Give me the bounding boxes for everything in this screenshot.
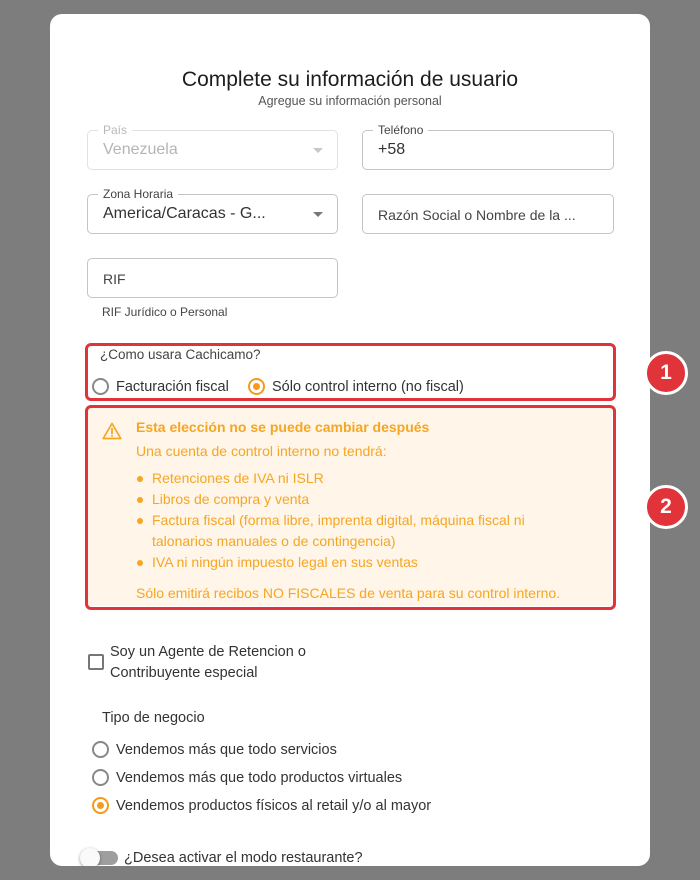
restaurante-label: ¿Desea activar el modo restaurante? [124, 850, 363, 866]
rif-helper-text: RIF Jurídico o Personal [102, 305, 228, 319]
annotation-badge-1: 1 [644, 351, 688, 395]
zona-horaria-value: America/Caracas - G... [103, 205, 266, 222]
radio-circle-selected[interactable] [92, 797, 109, 814]
agente-label-line2: Contribuyente especial [110, 665, 258, 681]
warning-title: Esta elección no se puede cambiar después [136, 419, 430, 435]
agente-retencion-label [110, 642, 306, 684]
zona-horaria-label: Zona Horaria [98, 187, 178, 201]
annotation-box-1 [85, 343, 616, 401]
radio-label: Vendemos más que todo servicios [116, 741, 337, 758]
radio-productos-virtuales[interactable] [92, 769, 402, 786]
zona-horaria-select[interactable] [87, 187, 338, 234]
pais-value: Venezuela [103, 141, 178, 158]
radio-label: Vendemos más que todo productos virtuales [116, 769, 403, 786]
telefono-label: Teléfono [373, 123, 428, 137]
annotation-box-2 [85, 405, 616, 610]
warning-intro: Una cuenta de control interno no tendrá: [136, 443, 387, 459]
telefono-value: +58 [378, 141, 406, 158]
radio-productos-fisicos[interactable] [92, 797, 431, 814]
radio-circle[interactable] [92, 741, 109, 758]
user-info-dialog [50, 14, 650, 866]
tipo-negocio-label: Tipo de negocio [102, 710, 205, 726]
chevron-down-icon [313, 148, 323, 153]
agente-label-line1: Soy un Agente de Retencion o [110, 644, 306, 660]
pais-label: País [98, 123, 132, 137]
razon-social-placeholder: Razón Social o Nombre de la ... [378, 207, 576, 223]
dialog-subtitle: Agregue su información personal [258, 94, 442, 108]
radio-label: Facturación fiscal [116, 378, 229, 395]
uso-label: ¿Como usara Cachicamo? [100, 347, 261, 362]
toggle-thumb[interactable] [80, 848, 100, 866]
chevron-down-icon [313, 212, 323, 217]
annotation-badge-2: 2 [644, 485, 688, 529]
warning-item: IVA ni ningún impuesto legal en sus ventas [136, 552, 576, 573]
warning-item: Libros de compra y venta [136, 489, 576, 510]
agente-retencion-checkbox[interactable] [88, 654, 104, 670]
dialog-title: Complete su información de usuario [181, 68, 519, 91]
warning-item: Retenciones de IVA ni ISLR [136, 468, 576, 489]
pais-select [87, 123, 338, 170]
radio-servicios[interactable] [92, 741, 337, 758]
radio-label: Vendemos productos físicos al retail y/o al mayor [116, 797, 432, 814]
restaurante-toggle[interactable] [80, 851, 118, 865]
radio-circle[interactable] [92, 769, 109, 786]
rif-input[interactable] [87, 258, 338, 298]
rif-placeholder: RIF [103, 271, 126, 287]
razon-social-input[interactable] [362, 194, 614, 234]
warning-footer: Sólo emitirá recibos NO FISCALES de venta para su control interno. [136, 585, 561, 601]
radio-label: Sólo control interno (no fiscal) [272, 378, 464, 395]
warning-item: Factura fiscal (forma libre, imprenta digital, máquina fiscal ni talonarios manuales o de contingencia) [136, 510, 576, 552]
telefono-input[interactable] [362, 123, 614, 170]
